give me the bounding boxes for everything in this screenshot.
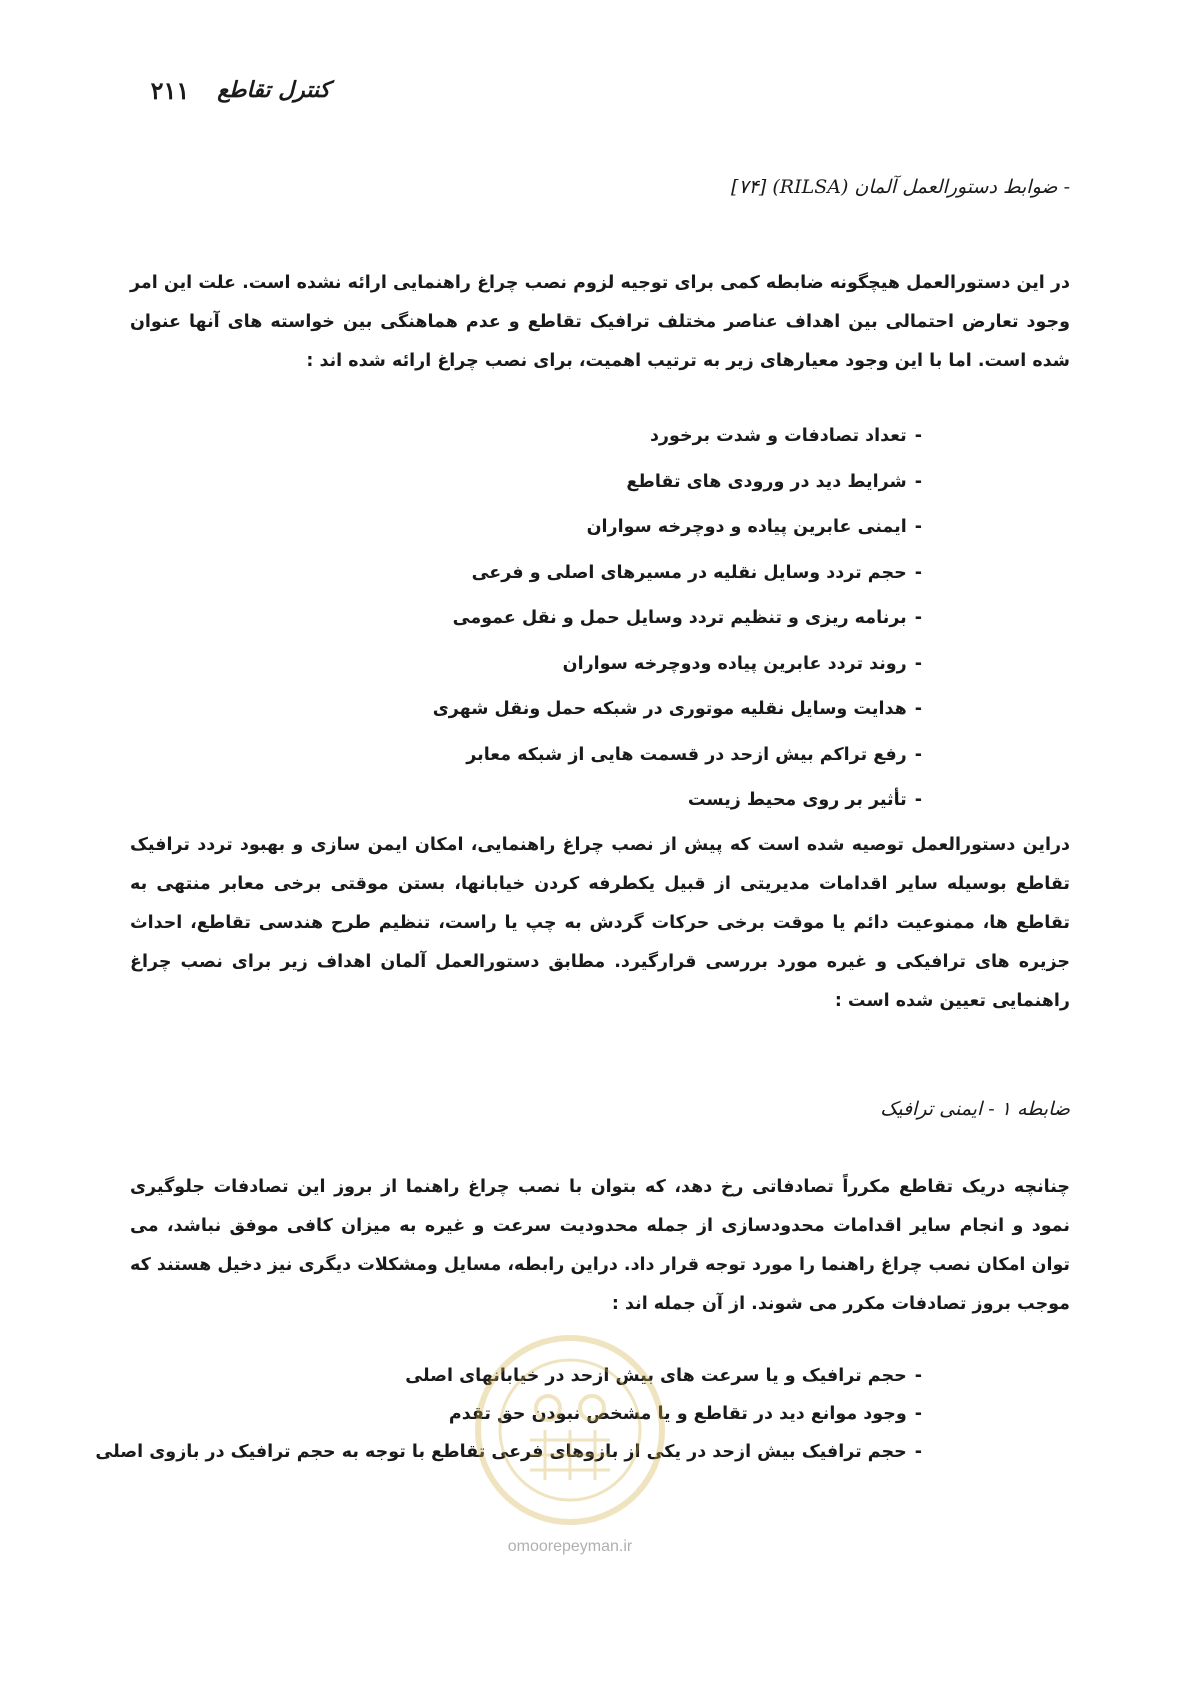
list-marker: - [914, 653, 922, 674]
list-marker: - [914, 471, 922, 492]
list-marker: - [914, 426, 922, 446]
list-item-text: ایمنی عابرین پیاده و دوچرخه سواران [586, 517, 907, 537]
list-marker: - [914, 699, 922, 719]
list-item [122, 460, 922, 506]
list-item-text: تعداد تصادفات و شدت برخورد [649, 426, 907, 446]
list-item [122, 642, 922, 688]
list-item-text: هدایت وسایل نقلیه موتوری در شبکه حمل ونقل شهری [432, 699, 907, 719]
list-item-text: حجم ترافیک و یا سرعت های بیش ازحد در خیابانهای اصلی [405, 1366, 907, 1386]
list-item-text: رفع تراکم بیش ازحد در قسمت هایی از شبکه معابر [466, 744, 907, 765]
safety-paragraph: چنانچه دریک تقاطع مکرراً تصادفاتی رخ دهد، که بتوان با نصب چراغ راهنما از بروز این تصادفات جلوگیری نمود و انجام سایر اقدامات محدودسازی از جمله محدودیت سرعت و غیره به میزان کافی موفق نباشد، می توان امکان نصب چراغ راهنما را مورد توجه قرار داد. دراین رابطه، مسایل ومشکلات دیگری نیز دخیل هستند که موجب بروز تصادفات مکرر می شوند. از آن جمله اند : [130, 1177, 1070, 1314]
list-item-text: روند تردد عابرین پیاده ودوچرخه سواران [562, 653, 907, 674]
criterion-heading: ضابطه ۱ - ایمنی ترافیک [880, 1098, 1070, 1120]
list-item [122, 596, 922, 642]
list-item [0, 1433, 922, 1471]
list-item [122, 733, 922, 779]
list-item-text: تأثیر بر روی محیط زیست [687, 790, 907, 810]
section-heading: - ضوابط دستورالعمل آلمان (RILSA) [۷۴] [731, 176, 1070, 198]
list-marker: - [914, 562, 922, 583]
list-item [0, 1395, 922, 1433]
watermark-logo-icon [470, 1330, 670, 1530]
list-item [122, 505, 922, 551]
list-marker: - [914, 1442, 922, 1462]
list-item-text: حجم ترافیک بیش ازحد در یکی از بازوهای فرعی تقاطع با توجه به حجم ترافیک در بازوی اصلی [95, 1442, 907, 1462]
list-item [0, 1357, 922, 1395]
recommendation-paragraph: دراین دستورالعمل توصیه شده است که پیش از نصب چراغ راهنمایی، امکان ایمن سازی و بهبود تردد ترافیک تقاطع بوسیله سایر اقدامات مدیریتی از قبیل یکطرفه کردن خیابانها، بستن موقتی برخی معابر منتهی به تقاطع ها، ممنوعیت دائم یا موقت برخی حرکات گردش به چپ یا راست، تنظیم طرح هندسی تقاطع، احداث جزیره های ترافیکی و غیره مورد بررسی قرارگیرد. مطابق دستورالعمل آلمان اهداف زیر برای نصب چراغ راهنمایی تعیین شده است : [130, 835, 1070, 1011]
list-item-text: حجم تردد وسایل نقلیه در مسیرهای اصلی و فرعی [471, 562, 907, 583]
list-marker: - [914, 1404, 922, 1424]
list-item [122, 778, 922, 824]
problems-list [0, 1357, 922, 1471]
list-item-text: وجود موانع دید در تقاطع و یا مشخص نبودن حق تقدم [448, 1404, 907, 1424]
list-item-text: برنامه ریزی و تنظیم تردد وسایل حمل و نقل عمومی [452, 608, 907, 628]
list-item [122, 551, 922, 597]
criteria-list [122, 414, 922, 824]
list-item-text: شرایط دید در ورودی های تقاطع [626, 471, 907, 492]
list-marker: - [914, 517, 922, 537]
page-header [120, 70, 330, 110]
running-title: کنترل تقاطع [217, 77, 330, 103]
intro-paragraph: در این دستورالعمل هیچگونه ضابطه کمی برای توجیه لزوم نصب چراغ راهنمایی ارائه نشده است. علت این امر وجود تعارض احتمالی بین اهداف عناصر مختلف ترافیک تقاطع و عدم هماهنگی بین خواسته های آنها عنوان شده است. اما با این وجود معیارهای زیر به ترتیب اهمیت، برای نصب چراغ ارائه شده اند : [130, 273, 1070, 371]
list-marker: - [914, 790, 922, 810]
list-marker: - [914, 744, 922, 765]
list-marker: - [914, 608, 922, 628]
list-item [122, 687, 922, 733]
list-marker: - [914, 1366, 922, 1386]
page-number: ۲۱۱ [150, 75, 190, 105]
watermark-url: omoorepeyman.ir [507, 1538, 633, 1555]
list-item [122, 414, 922, 460]
